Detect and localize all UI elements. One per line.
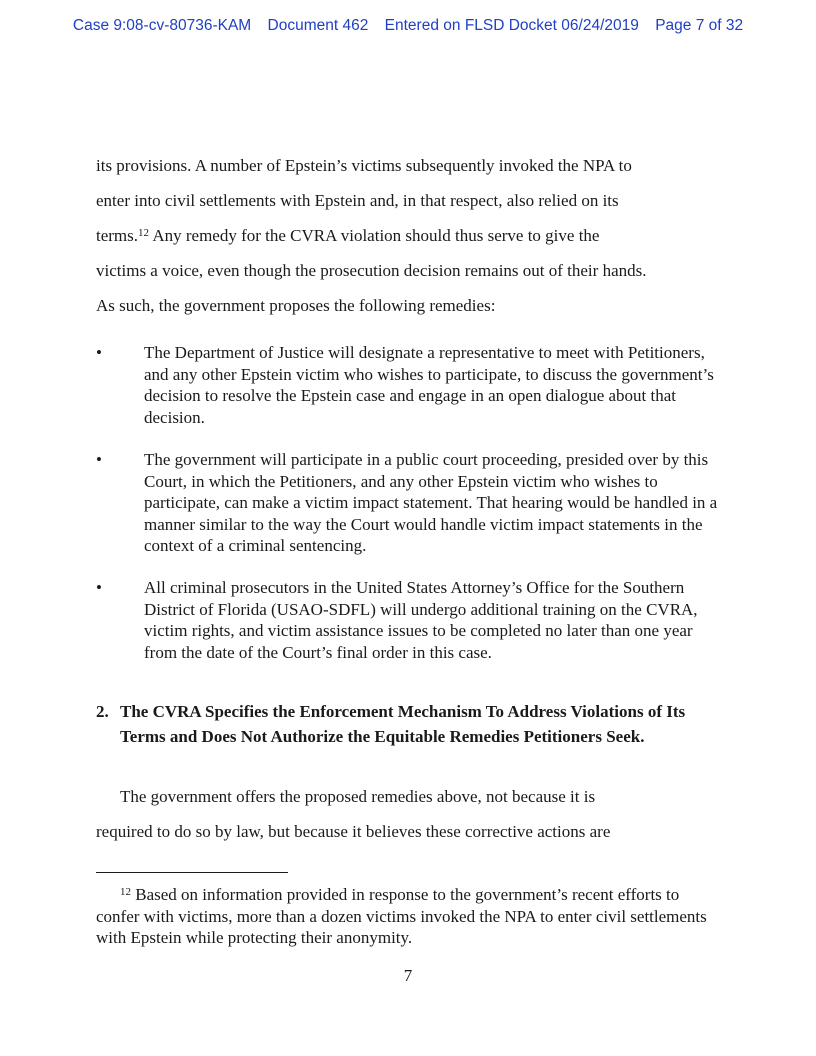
body-line-1: its provisions. A number of Epstein’s victims subsequently invoked the NPA to [96, 156, 632, 175]
docket-header [0, 17, 816, 35]
bullet-text: The government will participate in a public court proceeding, presided over by this Court, in which the Petitioners, and any other Epstein victim who wishes to participate, can make a victim impact statement. That hearing would be handled in a manner similar to the way the Court would handle victim impact statements in the context of a criminal sentencing. [144, 450, 718, 556]
page-number: 7 [403, 966, 413, 985]
bullet-marker: • [96, 578, 102, 597]
body-line-3 [96, 226, 599, 246]
page-indicator: Page 7 of 32 [655, 17, 744, 34]
bullet-marker: • [96, 343, 102, 362]
case-number: Case 9:08-cv-80736-KAM [72, 17, 252, 34]
footnote-number: 12 [120, 886, 131, 898]
section-number: 2. [96, 702, 109, 721]
body-line-2: enter into civil settlements with Epstein and, in that respect, also relied on its [96, 191, 619, 210]
paragraph-2-line-2: required to do so by law, but because it believes these corrective actions are [96, 822, 611, 841]
remedy-bullet-1 [96, 342, 726, 428]
footnote-12 [96, 884, 726, 949]
body-line-4: victims a voice, even though the prosecution decision remains out of their hands. [96, 261, 647, 280]
paragraph-2-line-1: The government offers the proposed remedies above, not because it is [120, 787, 596, 806]
footnote-separator [96, 872, 288, 873]
body-line-3-start: terms. [96, 226, 139, 245]
bullet-text: The Department of Justice will designate a representative to meet with Petitioners, and any other Epstein victim who wishes to participate, to discuss the government’s decision to resolve the Epstein case and engage in an open dialogue about that decision. [144, 343, 714, 427]
section-heading [96, 699, 726, 749]
body-line-5: As such, the government proposes the following remedies: [96, 296, 496, 315]
remedy-bullet-3 [96, 577, 726, 663]
footnote-reference-12: 12 [138, 227, 150, 239]
section-title: The CVRA Specifies the Enforcement Mechanism To Address Violations of Its Terms and Does Not Authorize the Equitable Remedies Petitioners Seek. [120, 702, 686, 746]
body-line-3-end: Any remedy for the CVRA violation should thus serve to give the [149, 226, 600, 245]
docket-entry: Entered on FLSD Docket 06/24/2019 [384, 17, 639, 34]
footnote-text: Based on information provided in response to the government’s recent efforts to confer with victims, more than a dozen victims invoked the NPA to enter civil settlements with Epstein while protecting their anonymity. [96, 885, 707, 948]
document-number: Document 462 [267, 17, 369, 34]
bullet-text: All criminal prosecutors in the United States Attorney’s Office for the Southern District of Florida (USAO-SDFL) will undergo additional training on the CVRA, victim rights, and victim assistance issues to be completed no later than one year from the date of the Court’s final order in this case. [144, 578, 698, 662]
remedy-bullet-2 [96, 449, 726, 557]
bullet-marker: • [96, 450, 102, 469]
